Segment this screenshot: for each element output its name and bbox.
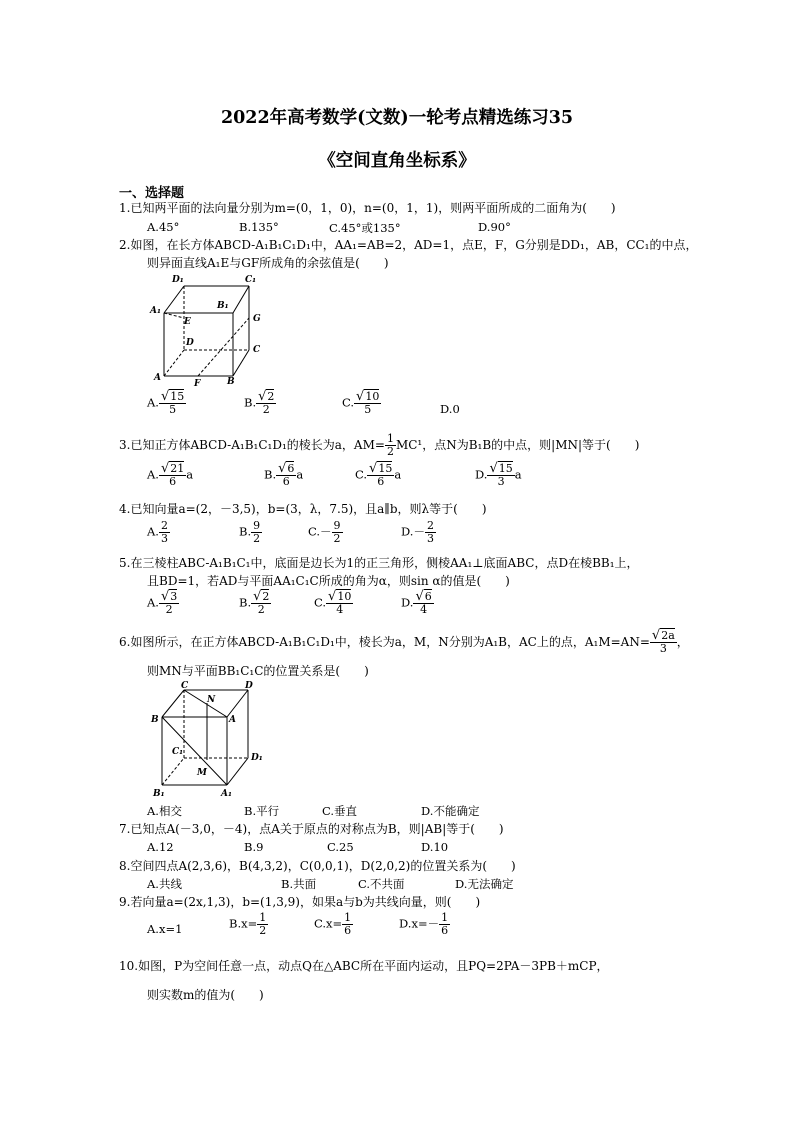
q5-option-b: B. $\frac{√2}{2}$: [239, 589, 270, 616]
q2-option-d: D.0: [440, 402, 460, 416]
q2-label-g: G: [253, 314, 261, 324]
q8-option-b: B.共面: [281, 877, 317, 891]
q6-option-a: A.相交: [147, 804, 182, 818]
q6-label-a1: A₁: [221, 789, 232, 799]
question-5-line-1: 5.在三棱柱ABC-A₁B₁C₁中，底面是边长为1的正三角形，侧棱AA₁⊥底面ABC，点D在棱BB₁上，: [119, 556, 639, 570]
q6-option-c: C.垂直: [322, 804, 358, 818]
q2-label-b: B: [227, 377, 235, 387]
q6-label-n: N: [207, 695, 216, 705]
q7-option-c: C.25: [327, 840, 354, 854]
q1-option-a: A.45°: [147, 220, 180, 234]
q6-label-d: D: [245, 681, 253, 691]
question-3: 3.已知正方体ABCD-A₁B₁C₁D₁的棱长为a，AM= $\frac{1}{2}$ MC¹，点N为B₁B的中点，则|MN|等于( ): [119, 432, 640, 458]
q6-label-c: C: [181, 681, 189, 691]
q2-label-d: D: [186, 338, 194, 348]
q6-label-m: M: [197, 768, 207, 778]
q9-option-c: C.x= $\frac{1}{6}$: [314, 911, 352, 937]
q6-label-b: B: [151, 715, 159, 725]
q7-option-d: D.10: [421, 840, 449, 854]
question-7: 7.已知点A(－3,0，－4)，点A关于原点的对称点为B，则|AB|等于( ): [119, 822, 504, 836]
q6-label-d1: D₁: [251, 753, 263, 763]
question-5-line-2: 且BD=1，若AD与平面AA₁C₁C所成的角为α，则sin α的值是( ): [147, 574, 510, 588]
q6-label-c1: C₁: [172, 747, 184, 757]
q3-option-a: A. $\frac{√21}{6}$ a: [147, 461, 194, 488]
q2-label-d1: D₁: [172, 275, 184, 285]
q1-option-b: B.135°: [239, 220, 279, 234]
question-8: 8.空间四点A(2,3,6)，B(4,3,2)，C(0,0,1)，D(2,0,2)的位置关系为( ): [119, 859, 516, 873]
q2-label-f: F: [194, 379, 201, 388]
question-10-line-2: 则实数m的值为( ): [147, 988, 264, 1002]
q5-option-a: A. $\frac{√3}{2}$: [147, 589, 178, 616]
q6-option-d: D.不能确定: [421, 804, 480, 818]
question-10-line-1: 10.如图，P为空间任意一点，动点Q在△ABC所在平面内运动，且PQ=2PA－3PB＋mCP，: [119, 959, 609, 973]
q2-label-c: C: [253, 345, 261, 355]
question-4: 4.已知向量a=(2，－3,5)，b=(3，λ，7.5)，且a∥b，则λ等于( ): [119, 502, 487, 516]
q6-option-b: B.平行: [244, 804, 280, 818]
q2-label-c1: C₁: [245, 275, 257, 285]
q5-option-d: D. $\frac{√6}{4}$: [401, 589, 432, 616]
section-heading: 一、选择题: [119, 186, 185, 201]
q8-option-a: A.共线: [147, 877, 182, 891]
title-line-1: 2022年高考数学(文数)一轮考点精选练习35: [220, 108, 574, 128]
q2-label-a: A: [154, 373, 161, 383]
q6-cube-figure: [148, 680, 268, 800]
q3-option-c: C. $\frac{√15}{6}$ a: [355, 461, 402, 488]
title-line-2: 《空间直角坐标系》: [318, 151, 476, 171]
q6-label-a: A: [229, 715, 236, 725]
q7-option-b: B.9: [244, 840, 264, 854]
q4-option-a: A. $\frac{2}{3}$: [147, 519, 168, 545]
question-2-line-2: 则异面直线A₁E与GF所成角的余弦值是( ): [147, 256, 389, 270]
q2-label-b1: B₁: [217, 301, 229, 311]
q1-option-d: D.90°: [478, 220, 511, 234]
question-9: 9.若向量a=(2x,1,3)，b=(1,3,9)，如果a与b为共线向量，则( ): [119, 895, 481, 909]
q6-label-b1: B₁: [153, 789, 165, 799]
q8-option-c: C.不共面: [358, 877, 405, 891]
q2-option-b: B. $\frac{√2}{2}$: [244, 389, 275, 416]
question-1: 1.已知两平面的法向量分别为m=(0，1，0)，n=(0，1，1)，则两平面所成的二面角为( ): [119, 201, 616, 215]
q8-option-d: D.无法确定: [455, 877, 514, 891]
q2-option-c: C. $\frac{√10}{5}$: [342, 389, 380, 416]
q9-option-d: D.x=－ $\frac{1}{6}$: [399, 911, 449, 937]
q2-label-a1: A₁: [150, 306, 161, 316]
q9-option-b: B.x= $\frac{1}{2}$: [229, 911, 267, 937]
q5-option-c: C. $\frac{√10}{4}$: [314, 589, 352, 616]
q2-cuboid-figure: [148, 272, 268, 388]
question-6-line-2: 则MN与平面BB₁C₁C的位置关系是( ): [147, 664, 369, 678]
question-2-line-1: 2.如图，在长方体ABCD-A₁B₁C₁D₁中，AA₁=AB=2，AD=1，点E，F，G分别是DD₁，AB，CC₁的中点，: [119, 238, 698, 252]
q9-option-a: A.x=1: [147, 922, 183, 936]
q3-option-d: D. $\frac{√15}{3}$ a: [475, 461, 522, 488]
q2-option-a: A. $\frac{√15}{5}$: [147, 389, 185, 416]
q3-option-b: B. $\frac{√6}{6}$ a: [264, 461, 304, 488]
question-6-line-1: 6.如图所示，在正方体ABCD-A₁B₁C₁D₁中，棱长为a，M，N分别为A₁B，AC上的点，A₁M=AN= $\frac{√2a}{3}$ ，: [119, 628, 689, 655]
q4-option-b: B. $\frac{9}{2}$: [239, 519, 261, 545]
q4-option-c: C.－ $\frac{9}{2}$: [308, 519, 341, 545]
q2-label-e: E: [184, 317, 191, 327]
q4-option-d: D.－ $\frac{2}{3}$: [401, 519, 434, 545]
q1-option-c: C.45°或135°: [329, 221, 401, 235]
q7-option-a: A.12: [147, 840, 174, 854]
